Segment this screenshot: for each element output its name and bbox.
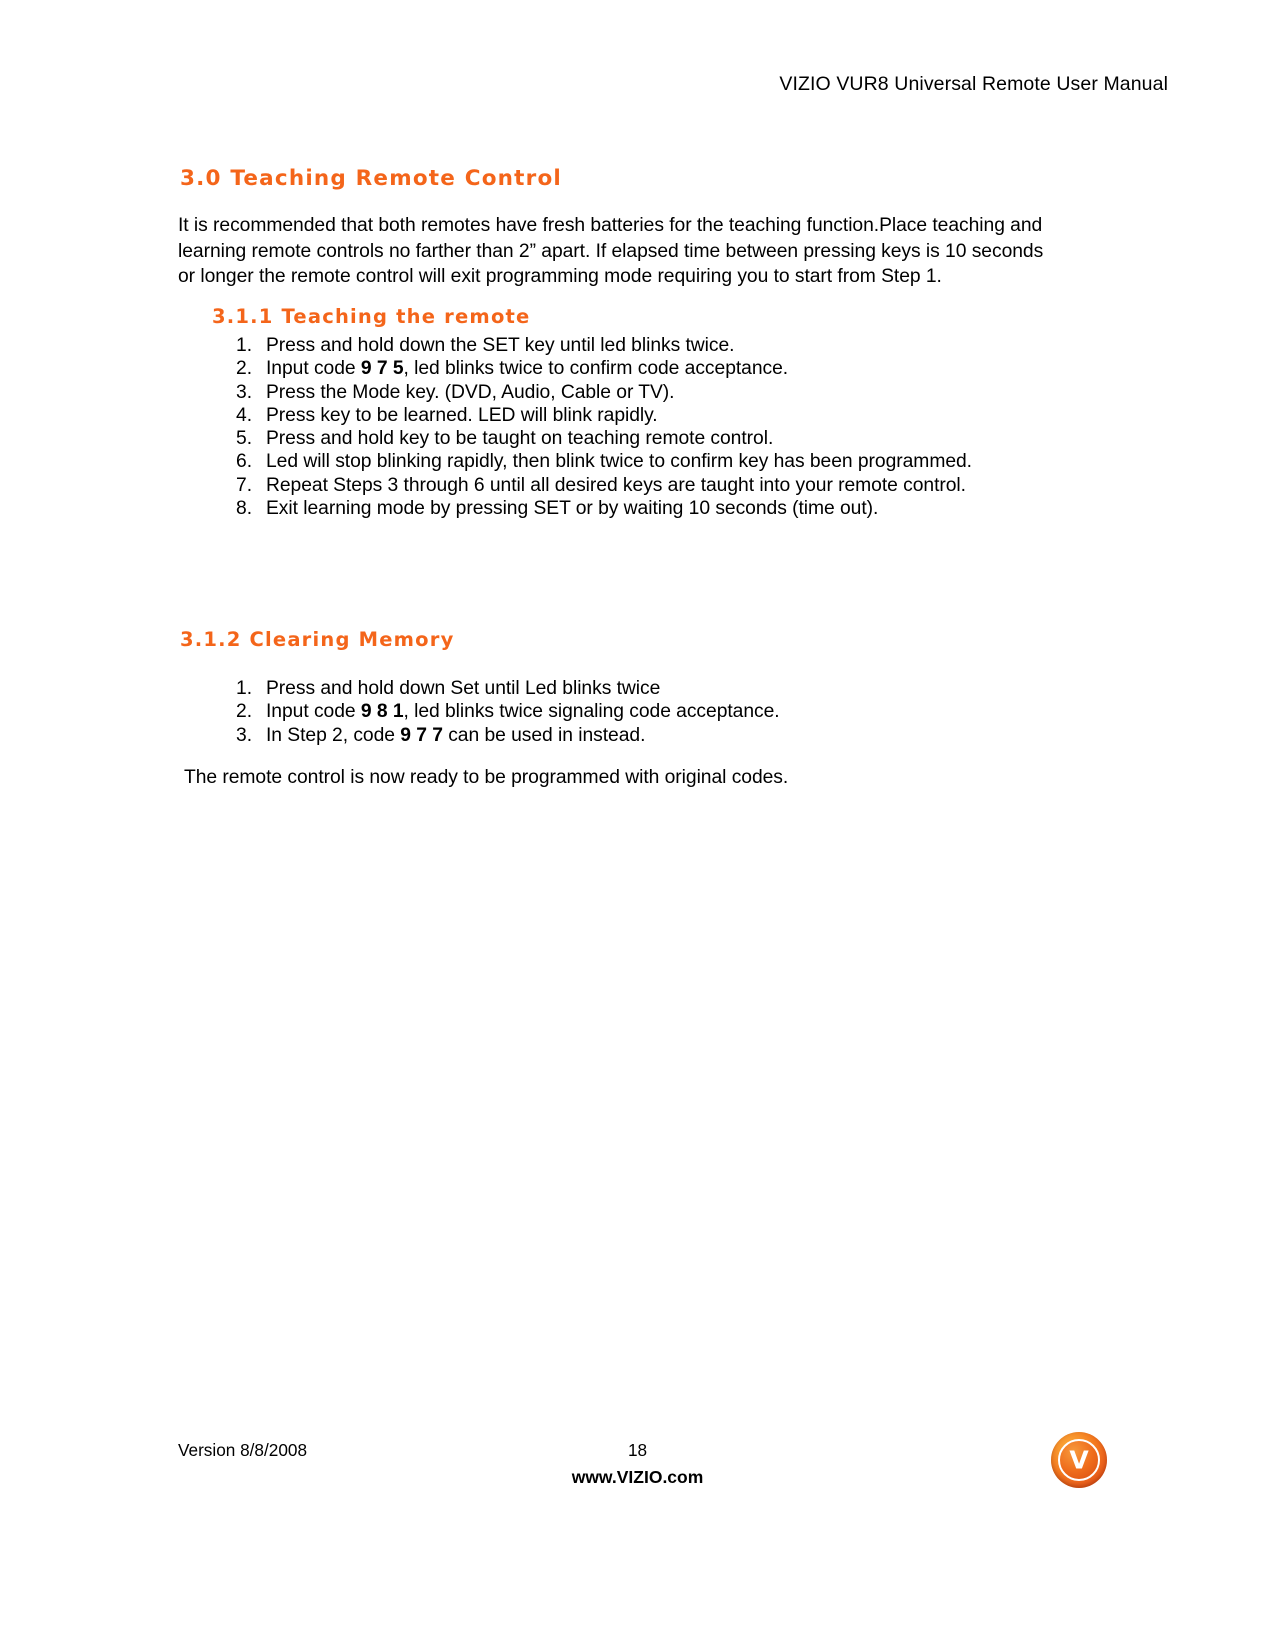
section-heading-3-0: 3.0 Teaching Remote Control bbox=[180, 166, 563, 191]
list-item bbox=[222, 450, 972, 473]
list-item-number: 5. bbox=[236, 428, 252, 450]
intro-paragraph: It is recommended that both remotes have fresh batteries for the teaching function.Place teaching and learning remote controls no farther than 2” apart. If elapsed time between pressing keys is 10 seconds or longer the remote control will exit programming mode requiring you to start from Step 1. bbox=[178, 215, 1044, 288]
closing-paragraph: The remote control is now ready to be programmed with original codes. bbox=[184, 767, 789, 788]
list-item bbox=[222, 381, 972, 404]
list-item-number: 2. bbox=[236, 358, 252, 380]
list-item-number: 1. bbox=[236, 335, 252, 356]
list-item-text: Led will stop blinking rapidly, then blink twice to confirm key has been programmed. bbox=[266, 451, 972, 473]
list-item-number: 4. bbox=[236, 404, 252, 426]
section-heading-3-1-1: 3.1.1 Teaching the remote bbox=[212, 305, 531, 328]
list-item-number: 6. bbox=[236, 451, 252, 473]
list-item bbox=[222, 700, 780, 723]
list-item bbox=[222, 474, 972, 497]
list-item bbox=[222, 357, 972, 380]
list-item-text: Input code 9 7 5, led blinks twice to confirm code acceptance. bbox=[266, 358, 789, 380]
logo-letter-v: V bbox=[1069, 1445, 1089, 1475]
list-item-number: 1. bbox=[236, 678, 252, 699]
list-item bbox=[222, 677, 780, 700]
footer-website[interactable]: www.VIZIO.com bbox=[571, 1467, 704, 1487]
list-item bbox=[222, 427, 972, 450]
list-item-text: Press key to be learned. LED will blink rapidly. bbox=[266, 404, 658, 426]
section-heading-3-1-2: 3.1.2 Clearing Memory bbox=[180, 628, 455, 651]
list-item bbox=[222, 334, 972, 357]
list-item-text: Repeat Steps 3 through 6 until all desired keys are taught into your remote control. bbox=[266, 474, 966, 496]
code-value: 9 7 7 bbox=[400, 724, 443, 746]
list-item-number: 7. bbox=[236, 474, 252, 496]
list-item-number: 2. bbox=[236, 701, 252, 723]
list-item-text: Press the Mode key. (DVD, Audio, Cable or TV). bbox=[266, 381, 675, 403]
code-value: 9 7 5 bbox=[360, 358, 404, 380]
footer-page-number: 18 bbox=[627, 1440, 648, 1460]
list-item bbox=[222, 404, 972, 427]
footer-version: Version 8/8/2008 bbox=[178, 1440, 308, 1460]
clearing-steps-list bbox=[222, 677, 780, 747]
list-item-text: Press and hold down Set until Led blinks twice bbox=[266, 678, 661, 699]
page-header-title: VIZIO VUR8 Universal Remote User Manual bbox=[779, 73, 1168, 95]
list-item-text: Exit learning mode by pressing SET or by waiting 10 seconds (time out). bbox=[266, 498, 879, 520]
list-item-number: 3. bbox=[236, 724, 252, 746]
list-item-number: 8. bbox=[236, 498, 252, 520]
teaching-steps-list bbox=[222, 334, 972, 520]
vizio-logo-icon bbox=[1051, 1432, 1107, 1488]
list-item-text: Press and hold down the SET key until led blinks twice. bbox=[266, 335, 735, 356]
list-item-text: Press and hold key to be taught on teaching remote control. bbox=[266, 428, 774, 450]
code-value: 9 8 1 bbox=[360, 701, 404, 723]
list-item-text: In Step 2, code 9 7 7 can be used in instead. bbox=[266, 724, 646, 746]
list-item-number: 3. bbox=[236, 381, 252, 403]
list-item-text: Input code 9 8 1, led blinks twice signaling code acceptance. bbox=[266, 701, 780, 723]
list-item bbox=[222, 724, 780, 747]
list-item bbox=[222, 497, 972, 520]
